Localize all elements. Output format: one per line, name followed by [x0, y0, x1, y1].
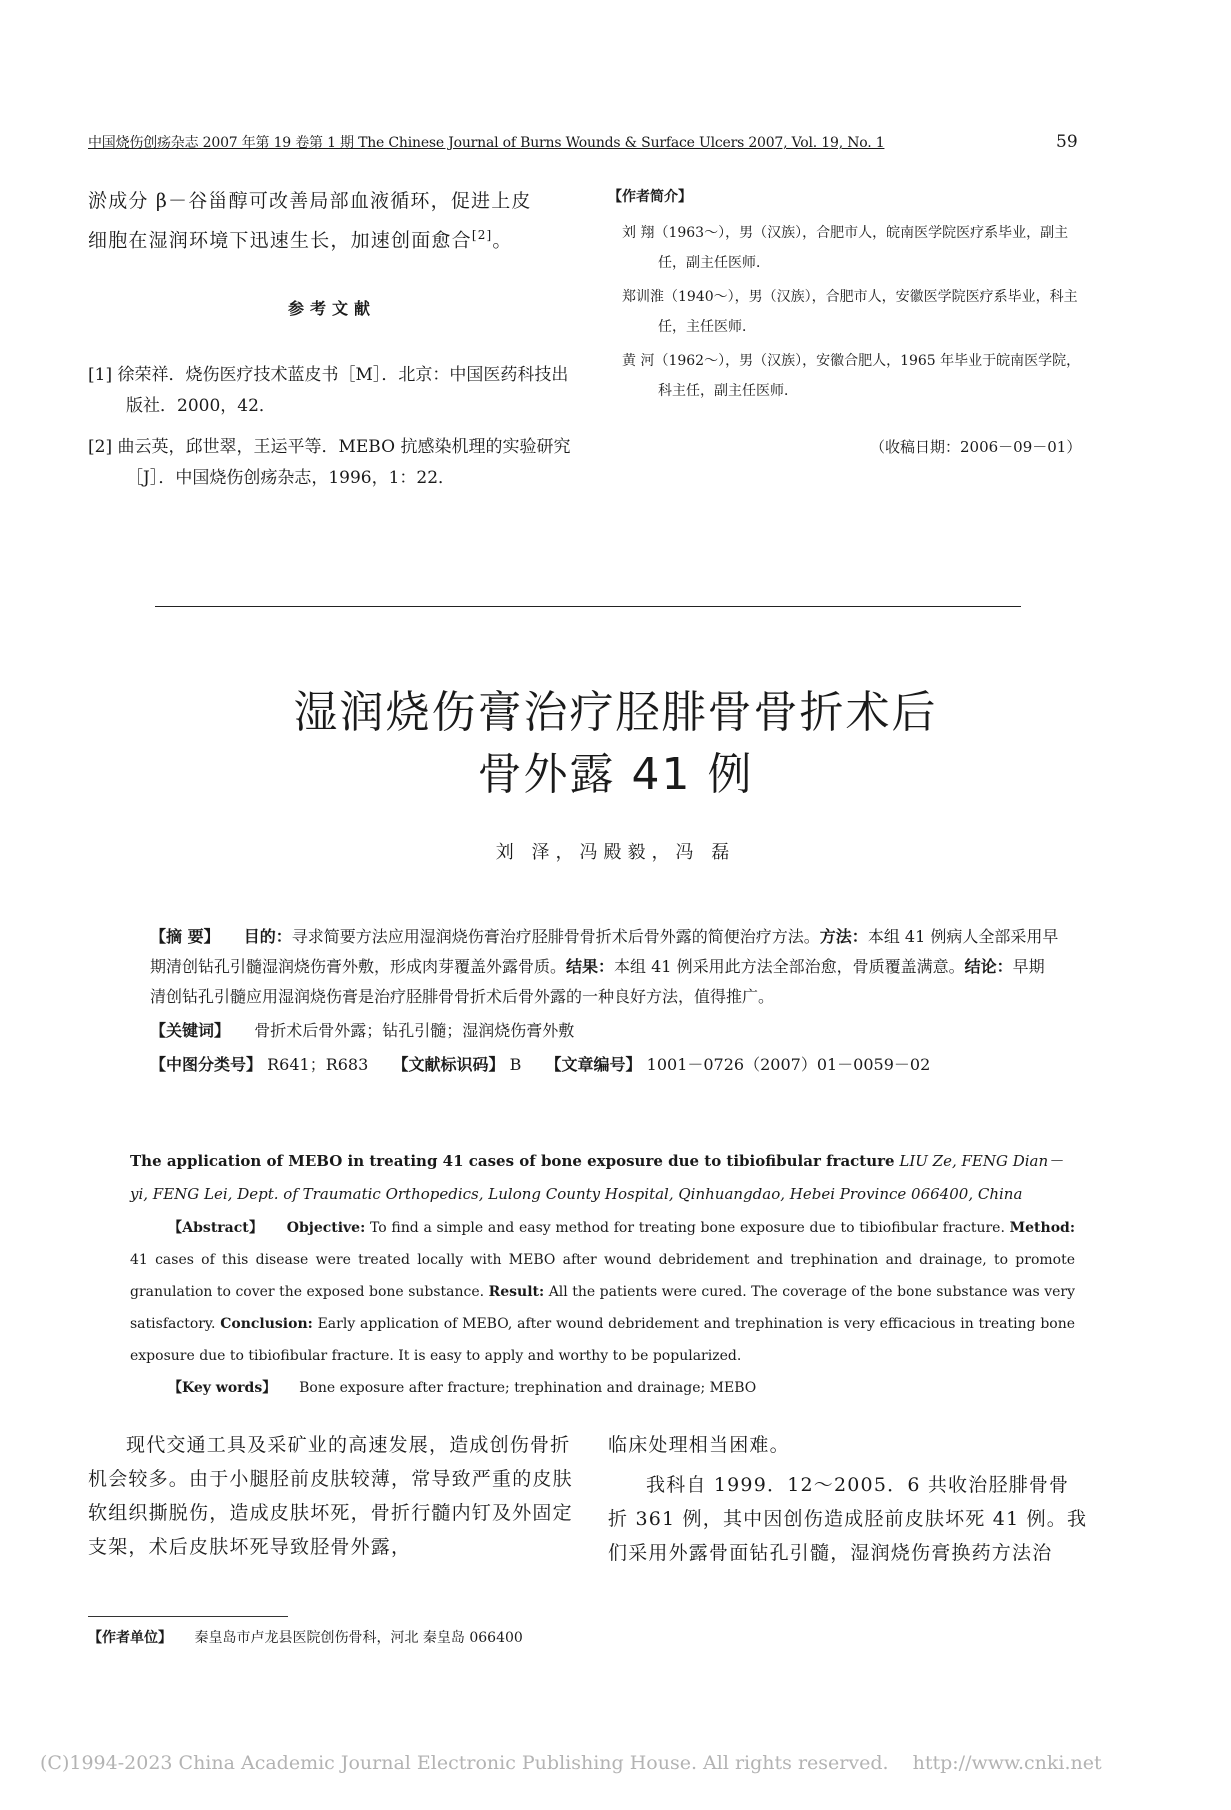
keywords-text: 骨折术后骨外露；钻孔引髓；湿润烧伤膏外敷: [254, 1021, 575, 1040]
english-title: The application of MEBO in treating 41 cases of bone exposure due to tibiofibular fracture: [130, 1152, 895, 1170]
continued-line-2-text: 细胞在湿润环境下迅速生长，加速创面愈合: [88, 229, 472, 252]
english-method-label: Method:: [1009, 1220, 1075, 1236]
english-abstract: [130, 1212, 1075, 1404]
english-conclusion-label: Conclusion:: [220, 1316, 313, 1332]
running-head: 中国烧伤创疡杂志 2007 年第 19 卷第 1 期 The Chinese Journal of Burns Wounds & Surface Ulcers 2007, Vol. 19, No. 1: [88, 135, 885, 151]
english-affiliation: Dept. of Traumatic Orthopedics, Lulong County Hospital, Qinhuangdao, Hebei Province 066400, China: [237, 1185, 1023, 1203]
copyright-url[interactable]: http://www.cnki.net: [912, 1752, 1102, 1774]
english-result-label: Result:: [488, 1284, 545, 1300]
english-authors: LIU Ze, FENG Dian－yi, FENG Lei,: [130, 1152, 1064, 1203]
article-title: [0, 682, 1231, 806]
conclusion-text: 早期清创钻孔引髓应用湿润烧伤膏是治疗胫腓骨骨折术后骨外露的一种良好方法，值得推广。: [150, 957, 1045, 1006]
doc-code-label: 【文献标识码】: [392, 1055, 505, 1074]
article-title-line-1: 湿润烧伤膏治疗胫腓骨骨折术后: [293, 687, 938, 738]
body-paragraph: 现代交通工具及采矿业的高速发展，造成创伤骨折机会较多。由于小腿胫前皮肤较薄，常导致严重的皮肤软组织撕脱伤，造成皮肤坏死，骨折行髓内钉及外固定支架，术后皮肤坏死导致胫骨外露，: [88, 1434, 573, 1558]
result-label: 结果：: [566, 957, 615, 976]
reference-item: [2] 曲云英，邱世翠，王运平等．MEBO 抗感染机理的实验研究［J］．中国烧伤创疡杂志，1996，1：22．: [88, 437, 571, 488]
page-number: 59: [1056, 132, 1078, 152]
footnote-divider: [88, 1616, 288, 1617]
english-method: 41 cases of this disease were treated locally with MEBO after wound debridement and trephination and drainage, to promote granulation to cover the exposed bone substance.: [130, 1252, 1075, 1300]
article-title-line-2: 骨外露 41 例: [477, 749, 754, 800]
article-no-value: 1001－0726（2007）01－0059－02: [646, 1055, 931, 1074]
body-left-column: [88, 1428, 576, 1564]
clc-label: 【中图分类号】: [150, 1055, 263, 1074]
objective-label: 目的：: [243, 927, 292, 946]
footnote-label: 【作者单位】: [88, 1630, 172, 1646]
article-authors: 刘 泽，冯殿毅，冯 磊: [495, 842, 736, 863]
result-text: 本组 41 例采用此方法全部治愈，骨质覆盖满意。: [614, 957, 965, 976]
body-right-column: [608, 1428, 1088, 1570]
english-objective: To find a simple and easy method for treating bone exposure due to tibiofibular fracture.: [369, 1220, 1005, 1236]
doc-code-value: B: [509, 1055, 522, 1074]
body-paragraph: 临床处理相当困难。: [608, 1434, 790, 1456]
abstract-label: 【摘 要】: [150, 927, 220, 946]
references-list: [88, 360, 578, 504]
conclusion-label: 结论：: [964, 957, 1013, 976]
section-divider: [155, 606, 1021, 607]
english-abstract-label: 【Abstract】: [168, 1220, 264, 1236]
english-conclusion: Early application of MEBO, after wound debridement and trephination is very efficacious in treating bone exposure due to tibiofibular fracture. It is easy to apply and worthy to be popularized.: [130, 1316, 1076, 1364]
method-label: 方法：: [819, 927, 868, 946]
author-bio-item: 刘 翔（1963～），男（汉族），合肥市人，皖南医学院医疗系毕业，副主任，副主任医师．: [622, 225, 1069, 271]
article-no-label: 【文章编号】: [545, 1055, 642, 1074]
continued-text: [88, 184, 576, 257]
english-title-block: [130, 1145, 1075, 1211]
english-keywords: Bone exposure after fracture; trephination and drainage; MEBO: [299, 1380, 757, 1396]
english-objective-label: Objective:: [286, 1220, 366, 1236]
copyright-notice: [40, 1752, 1190, 1774]
author-bio-heading: 【作者简介】: [608, 189, 692, 205]
author-bio-list: [622, 218, 1092, 410]
method-text: 本组 41 例病人全部采用早期清创钻孔引髓湿润烧伤膏外敷，形成肉芽覆盖外露骨质。: [150, 927, 1059, 976]
footnote: [88, 1627, 523, 1647]
english-keywords-label: 【Key words】: [168, 1380, 277, 1396]
english-result: All the patients were cured. The coverage of the bone substance was very satisfactory.: [130, 1284, 1076, 1332]
continued-line-2-end: 。: [492, 229, 513, 252]
received-date: （收稿日期：2006－09－01）: [870, 438, 1082, 456]
abstract-cn: [150, 922, 1060, 1080]
copyright-text: (C)1994-2023 China Academic Journal Electronic Publishing House. All rights reserved.: [40, 1752, 889, 1774]
footnote-text: 秦皇岛市卢龙县医院创伤骨科，河北 秦皇岛 066400: [194, 1630, 523, 1646]
reference-item: [1] 徐荣祥．烧伤医疗技术蓝皮书［M］．北京：中国医药科技出版社．2000，42．: [88, 365, 569, 416]
author-bio-item: 黄 河（1962～），男（汉族），安徽合肥人，1965 年毕业于皖南医学院，科主任，副主任医师．: [622, 353, 1081, 399]
objective-text: 寻求简要方法应用湿润烧伤膏治疗胫腓骨骨折术后骨外露的简便治疗方法。: [291, 927, 820, 946]
keywords-label: 【关键词】: [150, 1021, 231, 1040]
body-paragraph: 我科自 1999．12～2005．6 共收治胫腓骨骨折 361 例，其中因创伤造成胫前皮肤坏死 41 例。我们采用外露骨面钻孔引髓，湿润烧伤膏换药方法治: [608, 1474, 1088, 1564]
clc-value: R641；R683: [267, 1055, 369, 1074]
author-bio-item: 郑训淮（1940～），男（汉族），合肥市人，安徽医学院医疗系毕业，科主任，主任医师．: [622, 289, 1078, 335]
citation-2: [2]: [471, 228, 493, 242]
continued-line-1: 淤成分 β－谷甾醇可改善局部血液循环，促进上皮: [88, 190, 532, 212]
continued-line-2: [88, 218, 576, 257]
references-heading: 参考文献: [287, 299, 376, 318]
